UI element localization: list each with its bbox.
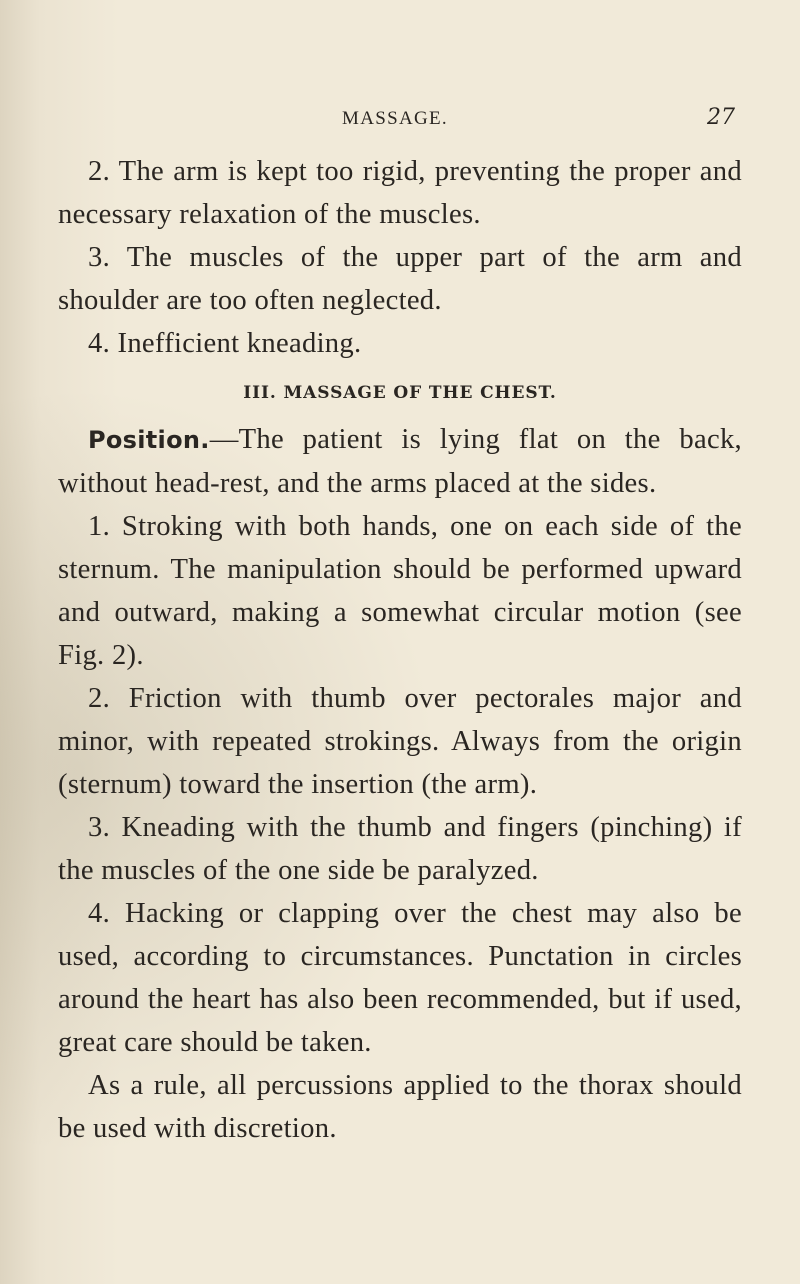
paragraph-closing: As a rule, all percussions applied to the thorax should be used with discretion. [58,1070,742,1144]
paragraph-stroking: 1. Stroking with both hands, one on each side of the sternum. The manipulation should be performed upward and outward, making a somewhat circular motion (see Fig. 2). [58,511,742,671]
position-label: Position. [88,426,210,454]
paragraph-hacking: 4. Hacking or clapping over the chest may also be used, according to circumstances. Punctation in circles around the heart has also been recommended, but if used, great care should be taken. [58,898,742,1058]
body-text [58,150,742,1150]
paragraph-inefficient-kneading: 4. Inefficient kneading. [88,328,362,359]
paragraph-arm-rigid: 2. The arm is kept too rigid, preventing the proper and necessary relaxation of the muscles. [58,156,742,230]
paragraph-muscles-neglected: 3. The muscles of the upper part of the arm and shoulder are too often neglected. [58,242,742,316]
paragraph-kneading: 3. Kneading with the thumb and fingers (pinching) if the muscles of the one side be paralyzed. [58,812,742,886]
page-number: 27 [707,105,735,130]
paragraph-position [58,418,742,505]
running-head: MASSAGE. [342,108,448,129]
paragraph-friction: 2. Friction with thumb over pectorales major and minor, with repeated strokings. Always from the origin (sternum) toward the insertion (the arm). [58,683,742,800]
section-heading: III. MASSAGE OF THE CHEST. [243,383,557,403]
page-header [90,105,740,138]
position-text: —The patient is lying flat on the back, without head-rest, and the arms placed at the sides. [58,424,742,499]
